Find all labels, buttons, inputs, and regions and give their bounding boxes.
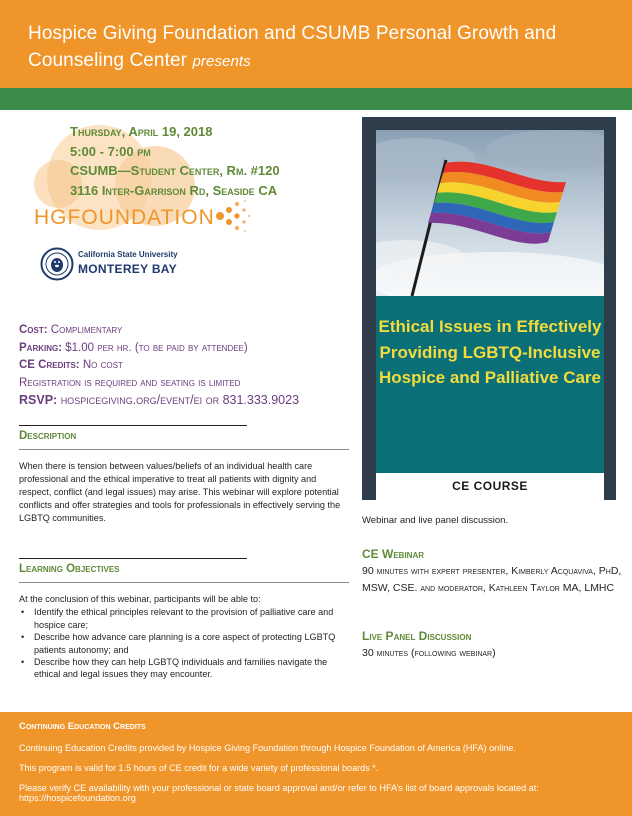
parking-line	[19, 340, 299, 358]
objective-item: • Describe how advance care planning is a core aspect of protecting LGBTQ patients autonomy; and	[19, 631, 349, 656]
footer-line-credits: Continuing Education Credits provided by Hospice Giving Foundation through Hospice Foundation of America (HFA) online.	[19, 743, 516, 753]
description-text: When there is tension between values/beliefs of an individual health care professional and the ethical imperative to treat all patients with dignity and respect, conflict (and legal issues) may arise. This webinar will explore potential conflicts and offer strategies and tools for professionals in effectively serving the LGBTQ communities.	[19, 461, 341, 523]
rainbow-flag-photo	[376, 130, 604, 296]
panel-section	[362, 629, 622, 662]
objectives-block	[19, 593, 349, 681]
header-title-presents: presents	[192, 53, 251, 70]
ce-course-badge: CE COURSE	[376, 473, 604, 500]
description-rule	[19, 425, 247, 426]
footer-banner	[0, 712, 632, 816]
csumb-campus-name: MONTEREY BAY	[78, 262, 177, 276]
green-divider-bar	[0, 88, 632, 110]
rainbow-flag-icon	[376, 130, 604, 296]
footer-line-verify: Please verify CE availability with your professional or state board approval and/or refer to HFA’s list of board approvals located at: https://hospicefoundation.org	[19, 783, 539, 803]
course-title-panel	[376, 296, 604, 473]
hgf-logo-foundation: FOUNDATION	[67, 206, 215, 229]
registration-note: Registration is required and seating is limited	[19, 376, 241, 389]
format-intro: Webinar and live panel discussion.	[362, 515, 509, 526]
footer-line-hours: This program is valid for 1.5 hours of CE credit for a wide variety of professional boards *.	[19, 763, 379, 773]
csumb-logo	[40, 246, 190, 282]
objective-item: • Describe how they can help LGBTQ individuals and families navigate the ethical and legal issues they may encounter.	[19, 656, 349, 681]
event-logistics	[19, 322, 299, 410]
objectives-list	[19, 606, 349, 680]
rsvp-line	[19, 392, 299, 410]
event-time: 5:00 - 7:00 pm	[70, 143, 151, 159]
hgf-logo-hg: HG	[34, 206, 68, 229]
course-cover	[362, 117, 616, 500]
cost-label: Cost:	[19, 324, 48, 336]
ce-webinar-text: 90 minutes with expert presenter, Kimberly Acquaviva, PhD, MSW, CSE. and moderator, Kathleen Taylor MA, LMHC	[362, 565, 622, 594]
ce-credits-label: CE Credits:	[19, 359, 80, 371]
parking-value: $1.00 per hr. (to be paid by attendee)	[65, 341, 248, 354]
objectives-underline	[19, 582, 349, 583]
header-title	[28, 20, 623, 75]
header-title-main: Hospice Giving Foundation and CSUMB Personal Growth and Counseling Center	[28, 23, 557, 71]
parking-label: Parking:	[19, 341, 63, 354]
objectives-rule	[19, 558, 247, 559]
course-title: Ethical Issues in Effectively Providing LGBTQ-Inclusive Hospice and Palliative Care	[378, 317, 602, 388]
event-details	[70, 122, 280, 200]
otter-seal-icon	[40, 247, 74, 281]
ce-webinar-heading: CE Webinar	[362, 547, 424, 561]
csumb-university-name: California State University	[78, 250, 178, 259]
event-venue: CSUMB—Student Center, Rm. #120	[70, 163, 280, 178]
event-address: 3116 Inter-Garrison Rd, Seaside CA	[70, 182, 278, 198]
ce-credits-value: No cost	[82, 359, 123, 371]
hgf-dots-icon	[212, 196, 252, 236]
objectives-intro: At the conclusion of this webinar, participants will be able to:	[19, 594, 261, 604]
panel-heading: Live Panel Discussion	[362, 629, 472, 643]
cost-value: Complimentary	[50, 324, 123, 336]
panel-text: 30 minutes (following webinar)	[362, 647, 496, 659]
objectives-heading: Learning Objectives	[19, 563, 120, 575]
ce-webinar-section	[362, 547, 622, 596]
objective-item: • Identify the ethical principles relevant to the provision of palliative care and hospice care;	[19, 606, 349, 631]
ce-credits-line	[19, 357, 299, 375]
description-underline	[19, 449, 349, 450]
cost-line	[19, 322, 299, 340]
footer-heading: Continuing Education Credits	[19, 721, 146, 732]
rsvp-value[interactable]: hospicegiving.org/event/ei or 831.333.9023	[60, 393, 300, 407]
header-banner	[0, 0, 632, 88]
rsvp-label: RSVP:	[19, 393, 58, 407]
event-date: Thursday, April 19, 2018	[70, 124, 213, 139]
hg-foundation-logo	[34, 206, 215, 230]
description-heading: Description	[19, 430, 77, 442]
